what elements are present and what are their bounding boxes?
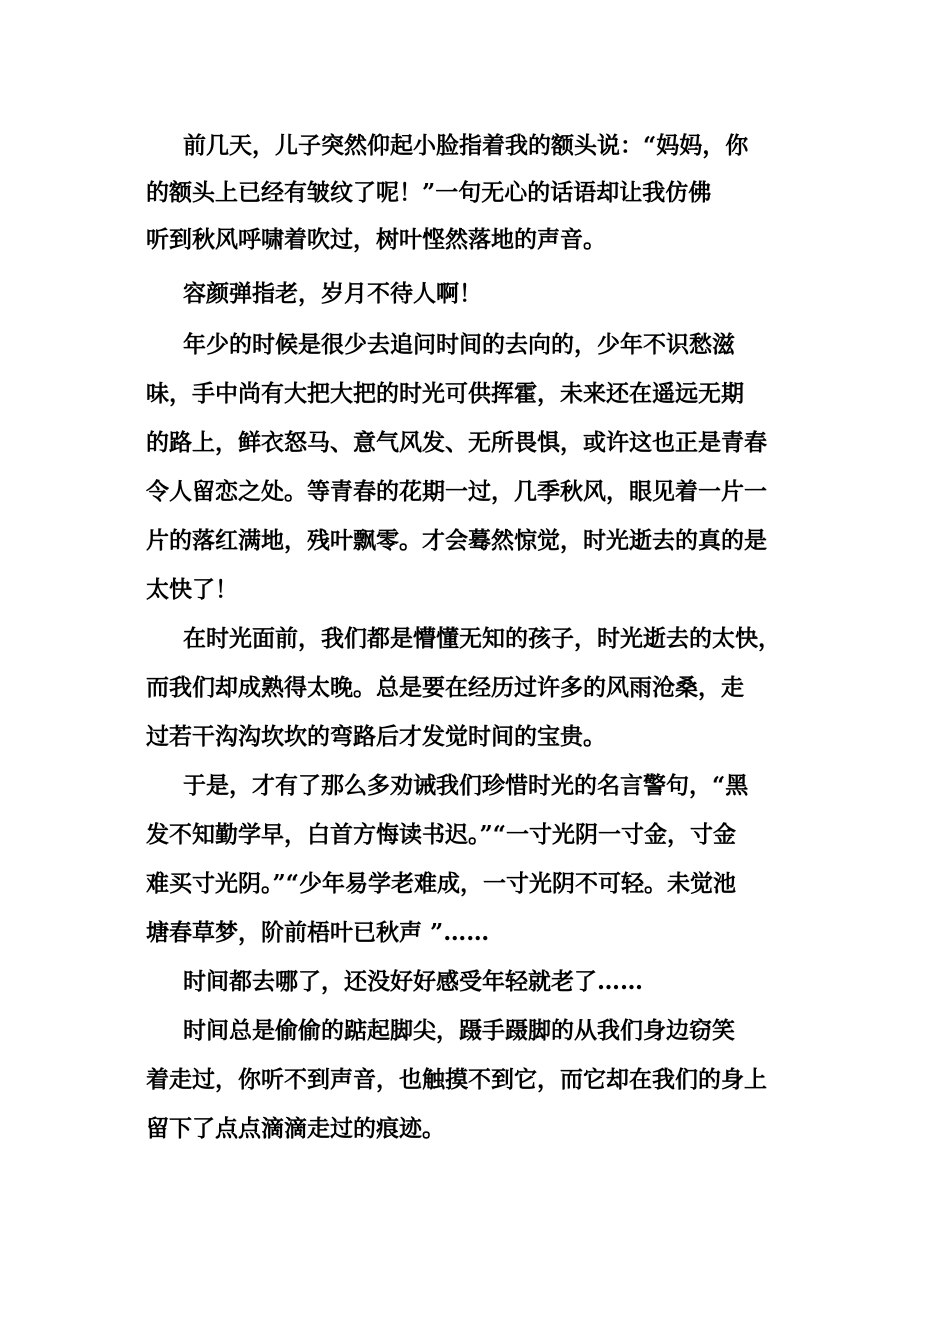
paragraph-6: [146, 957, 811, 1006]
text-line: 的路上，鲜衣怒马、意气风发、无所畏惧，或许这也正是青春: [146, 429, 767, 456]
text-line: 味，手中尚有大把大把的时光可供挥霍，未来还在遥远无期: [146, 380, 744, 407]
text-line: 年少的时候是很少去追问时间的去向的，少年不识愁滋: [183, 331, 735, 358]
paragraph-2: [146, 269, 811, 318]
text-line: 令人留恋之处。等青春的花期一过，几季秋风，眼见着一片一: [146, 478, 767, 505]
text-line: 时间都去哪了，还没好好感受年轻就老了……: [183, 968, 643, 995]
text-line: 容颜弹指老，岁月不待人啊！: [183, 280, 482, 307]
paragraph-7: [146, 1006, 811, 1153]
text-line: 在时光面前，我们都是懵懂无知的孩子，时光逝去的太快，: [183, 625, 781, 652]
text-line: 而我们却成熟得太晚。总是要在经历过许多的风雨沧桑，走: [146, 674, 744, 701]
text-line: 留下了点点滴滴走过的痕迹。: [146, 1115, 445, 1142]
text-line: 着走过，你听不到声音，也触摸不到它，而它却在我们的身上: [146, 1066, 767, 1093]
text-line: 太快了！: [146, 576, 238, 603]
text-line: 的额头上已经有皱纹了呢！”一句无心的话语却让我仿佛: [146, 179, 712, 206]
text-line: 前几天，儿子突然仰起小脸指着我的额头说：“妈妈，你: [183, 132, 749, 159]
text-line: 片的落红满地，残叶飘零。才会蓦然惊觉，时光逝去的真的是: [146, 527, 767, 554]
text-line: 听到秋风呼啸着吹过，树叶悭然落地的声音。: [146, 226, 606, 253]
text-line: 过若干沟沟坎坎的弯路后才发觉时间的宝贵。: [146, 723, 606, 750]
text-line: 塘春草梦，阶前梧叶已秋声 ”……: [146, 919, 490, 946]
paragraph-3: [146, 320, 811, 614]
article-body: [146, 122, 811, 1153]
text-line: 时间总是偷偷的踮起脚尖，蹑手蹑脚的从我们身边窃笑: [183, 1017, 735, 1044]
paragraph-4: [146, 614, 811, 761]
text-line: 发不知勤学早，白首方悔读书迟。”“一寸光阴一寸金，寸金: [146, 821, 736, 848]
paragraph-5: [146, 761, 811, 957]
text-line: 于是，才有了那么多劝诫我们珍惜时光的名言警句，“黑: [183, 772, 749, 799]
paragraph-1: [146, 122, 811, 263]
text-line: 难买寸光阴。”“少年易学老难成，一寸光阴不可轻。未觉池: [146, 870, 736, 897]
